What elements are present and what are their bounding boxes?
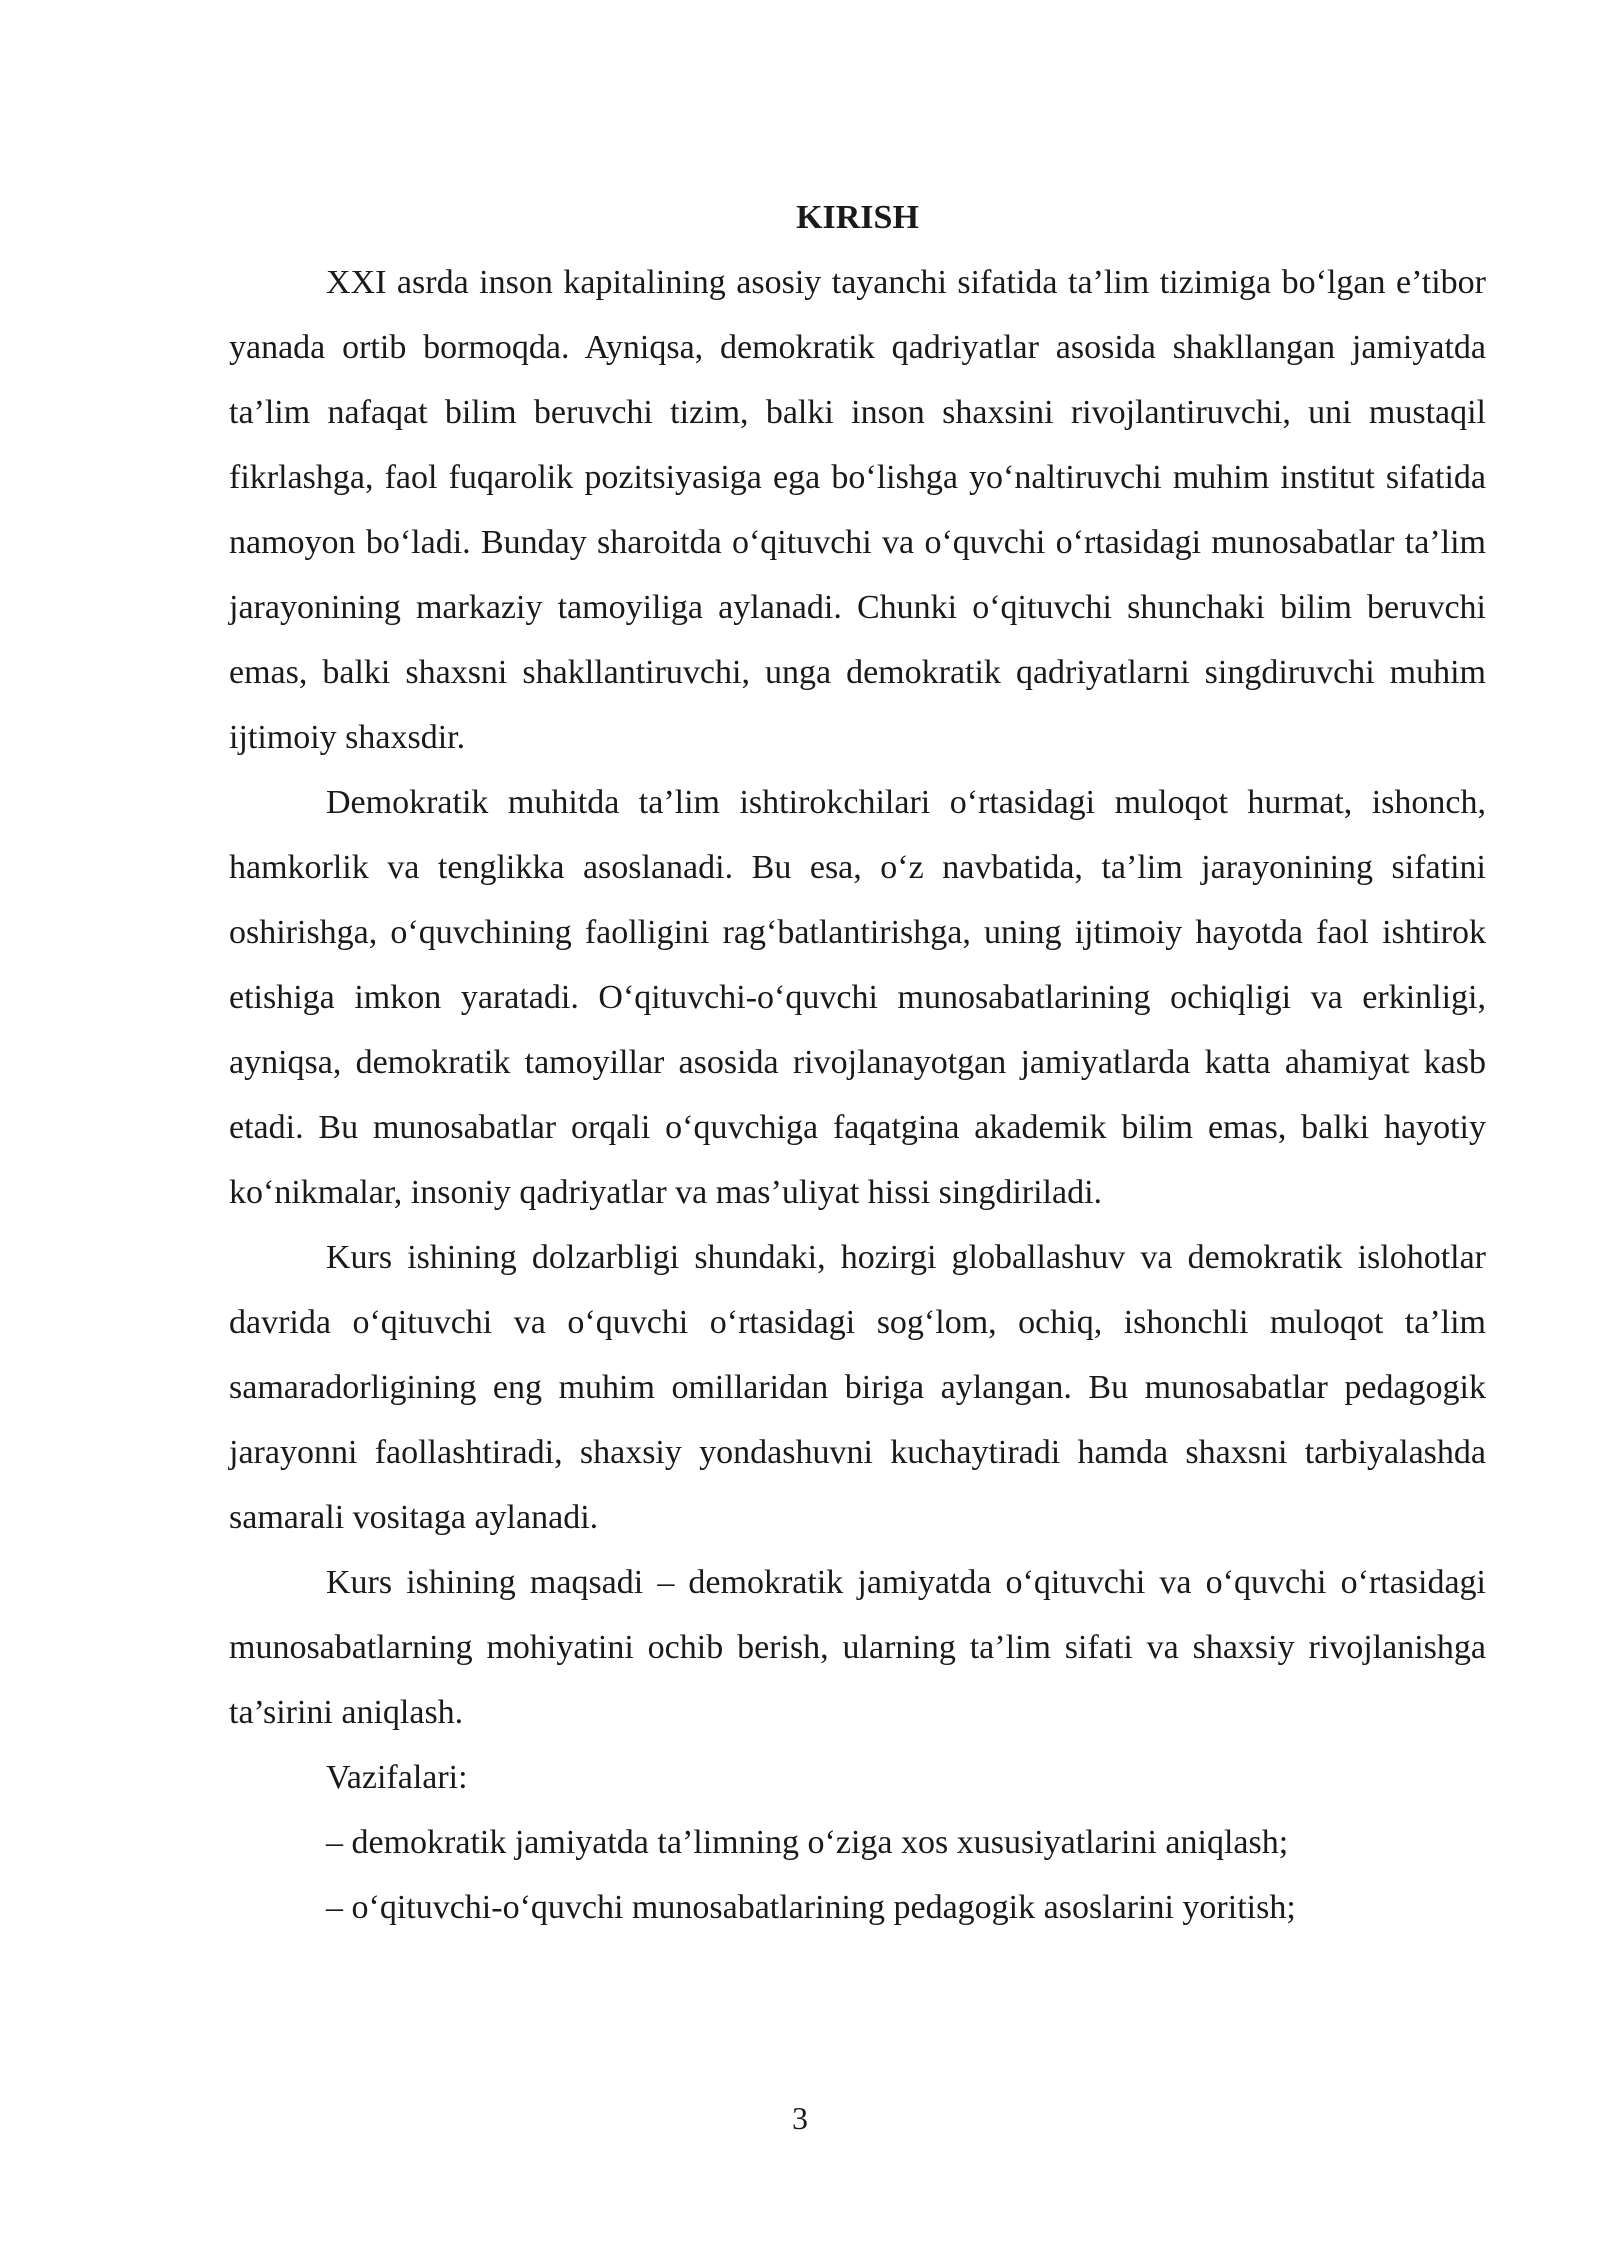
document-page	[229, 196, 1486, 1940]
task-item: – demokratik jamiyatda ta’limning o‘ziga xos xususiyatlarini aniqlash;	[326, 1824, 1289, 1861]
tasks-heading: Vazifalari:	[326, 1759, 468, 1796]
paragraph-intro: XXI asrda inson kapitalining asosiy tayanchi sifatida ta’lim tizimiga bo‘lgan e’tibor yanada ortib bormoqda. Ayniqsa, demokratik qadriyatlar asosida shakllangan jamiyatda ta’lim nafaqat bilim beruvchi tizim, balki inson shaxsini rivojlantiruvchi, uni mustaqil fikrlashga, faol fuqarolik pozitsiyasiga ega bo‘lishga yo‘naltiruvchi muhim institut sifatida namoyon bo‘ladi. Bunday sharoitda o‘qituvchi va o‘quvchi o‘rtasidagi munosabatlar ta’lim jarayonining markaziy tamoyiliga aylanadi. Chunki o‘qituvchi shunchaki bilim beruvchi emas, balki shaxsni shakllantiruvchi, unga demokratik qadriyatlarni singdiruvchi muhim ijtimoiy shaxsdir.	[229, 264, 1486, 756]
page-number: 3	[792, 2100, 808, 2136]
section-title: KIRISH	[796, 199, 919, 236]
task-item: – o‘qituvchi-o‘quvchi munosabatlarining pedagogik asoslarini yoritish;	[326, 1889, 1296, 1926]
paragraph-relevance: Kurs ishining dolzarbligi shundaki, hozirgi globallashuv va demokratik islohotlar davrida o‘qituvchi va o‘quvchi o‘rtasidagi sog‘lom, ochiq, ishonchli muloqot ta’lim samaradorligining eng muhim omillaridan biriga aylangan. Bu munosabatlar pedagogik jarayonni faollashtiradi, shaxsiy yondashuvni kuchaytiradi hamda shaxsni tarbiyalashda samarali vositaga aylanadi.	[229, 1239, 1486, 1536]
paragraph-democratic-environment: Demokratik muhitda ta’lim ishtirokchilari o‘rtasidagi muloqot hurmat, ishonch, hamkorlik va tenglikka asoslanadi. Bu esa, o‘z navbatida, ta’lim jarayonining sifatini oshirishga, o‘quvchining faolligini rag‘batlantirishga, uning ijtimoiy hayotda faol ishtirok etishiga imkon yaratadi. O‘qituvchi-o‘quvchi munosabatlarining ochiqligi va erkinligi, ayniqsa, demokratik tamoyillar asosida rivojlanayotgan jamiyatlarda katta ahamiyat kasb etadi. Bu munosabatlar orqali o‘quvchiga faqatgina akademik bilim emas, balki hayotiy ko‘nikmalar, insoniy qadriyatlar va mas’uliyat hissi singdiriladi.	[229, 784, 1486, 1211]
paragraph-goal: Kurs ishining maqsadi – demokratik jamiyatda o‘qituvchi va o‘quvchi o‘rtasidagi munosabatlarning mohiyatini ochib berish, ularning ta’lim sifati va shaxsiy rivojlanishga ta’sirini aniqlash.	[229, 1564, 1486, 1731]
